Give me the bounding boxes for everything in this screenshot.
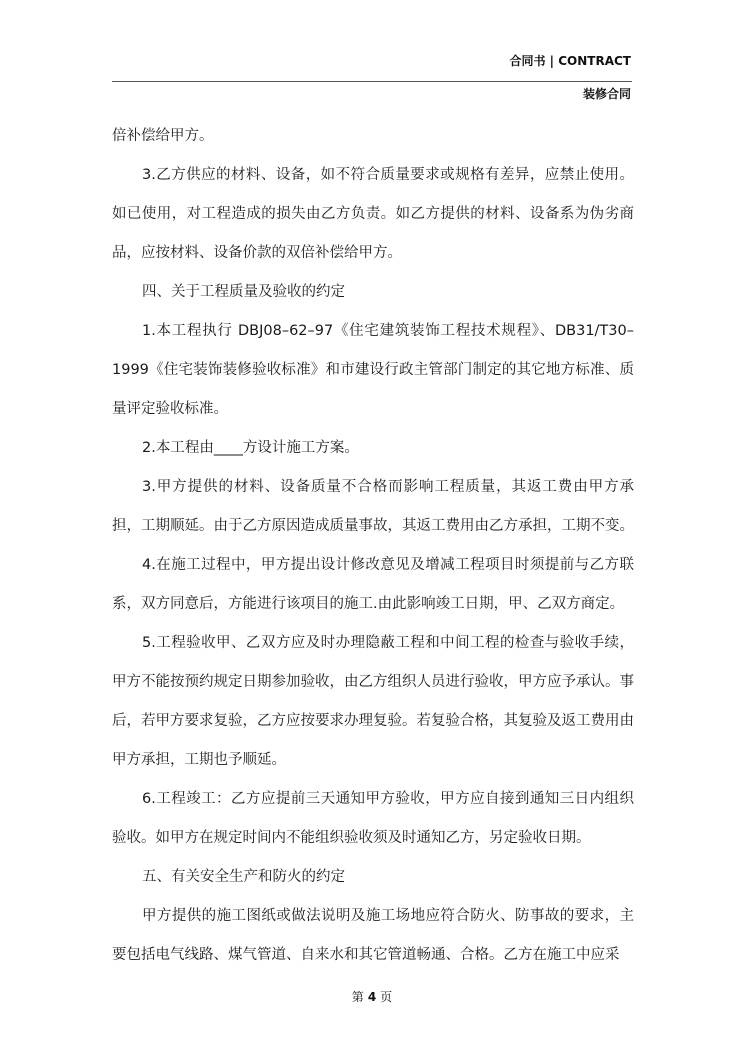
header-divider bbox=[112, 81, 632, 82]
paragraph-8: 6.工程竣工：乙方应提前三天通知甲方验收，甲方应自接到通知三日内组织验收。如甲方在规定时间内不能组织验收须及时通知乙方，另定验收日期。 bbox=[112, 791, 634, 846]
header-title: 合同书 | CONTRACT bbox=[509, 54, 631, 68]
footer-prefix: 第 bbox=[351, 990, 364, 1004]
paragraph-0: 倍补偿给甲方。 bbox=[112, 128, 214, 144]
page-footer bbox=[0, 988, 744, 1005]
paragraph-3: 1.本工程执行 DBJ08–62–97《住宅建筑装饰工程技术规程》、DB31/T30–1999《住宅装饰装修验收标准》和市建设行政主管部门制定的其它地方标准、质量评定验收标准。 bbox=[112, 323, 634, 417]
section-heading-5: 五、有关安全生产和防火的约定 bbox=[142, 869, 345, 885]
header-subtitle: 装修合同 bbox=[582, 87, 631, 101]
footer-suffix: 页 bbox=[380, 990, 393, 1004]
paragraph-10: 甲方提供的施工图纸或做法说明及施工场地应符合防火、防事故的要求，主要包括电气线路、煤气管道、自来水和其它管道畅通、合格。乙方在施工中应采 bbox=[112, 908, 634, 963]
page-number: 4 bbox=[367, 990, 377, 1004]
paragraph-5: 3.甲方提供的材料、设备质量不合格而影响工程质量，其返工费由甲方承担，工期顺延。由于乙方原因造成质量事故，其返工费用由乙方承担，工期不变。 bbox=[112, 479, 634, 534]
paragraph-4: 2.本工程由____方设计施工方案。 bbox=[142, 440, 359, 456]
paragraph-1: 3.乙方供应的材料、设备，如不符合质量要求或规格有差异，应禁止使用。如已使用，对工程造成的损失由乙方负责。如乙方提供的材料、设备系为伪劣商品，应按材料、设备价款的双倍补偿给甲方。 bbox=[112, 167, 634, 261]
paragraph-7: 5.工程验收甲、乙双方应及时办理隐蔽工程和中间工程的检查与验收手续，甲方不能按预约规定日期参加验收，由乙方组织人员进行验收，甲方应予承认。事后，若甲方要求复验，乙方应按要求办理复验。若复验合格，其复验及返工费用由甲方承担，工期也予顺延。 bbox=[112, 635, 634, 768]
paragraph-6: 4.在施工过程中，甲方提出设计修改意见及增减工程项目时须提前与乙方联系，双方同意后，方能进行该项目的施工.由此影响竣工日期，甲、乙双方商定。 bbox=[112, 557, 634, 612]
section-heading-4: 四、关于工程质量及验收的约定 bbox=[142, 284, 345, 300]
document-body bbox=[112, 117, 634, 975]
